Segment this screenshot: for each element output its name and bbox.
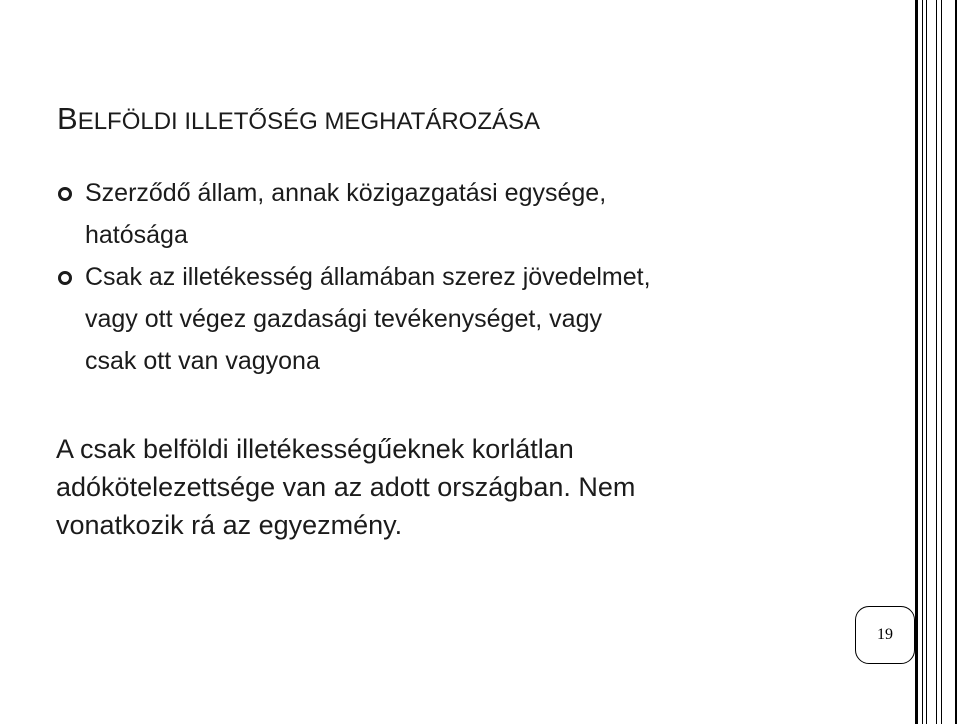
border-line xyxy=(926,0,927,724)
body-paragraph: A csak belföldi illetékességűeknek korlátlan adókötelezettsége van az adott országban. Nem vonatkozik rá az egyezmény. xyxy=(56,434,636,540)
border-line xyxy=(936,0,937,724)
page-number: 19 xyxy=(877,626,893,643)
slide-title xyxy=(57,103,540,134)
page-number-badge xyxy=(855,606,915,664)
border-line xyxy=(955,0,957,724)
bullet-text: Szerződő állam, annak közigazgatási egysége, hatósága xyxy=(85,179,607,249)
border-line xyxy=(915,0,918,724)
bullet-item xyxy=(56,172,856,256)
bullet-text: Csak az illetékesség államában szerez jövedelmet, vagy ott végez gazdasági tevékenységet, vagy csak ott van vagyona xyxy=(85,263,651,375)
border-line xyxy=(922,0,923,724)
title-first-letter: B xyxy=(57,101,78,136)
bullet-item xyxy=(56,256,856,382)
hollow-circle-bullet-icon xyxy=(58,187,72,201)
hollow-circle-bullet-icon xyxy=(58,271,72,285)
border-line xyxy=(941,0,942,724)
bullet-list xyxy=(56,172,856,382)
title-rest: ELFÖLDI ILLETŐSÉG MEGHATÁROZÁSA xyxy=(77,108,541,135)
